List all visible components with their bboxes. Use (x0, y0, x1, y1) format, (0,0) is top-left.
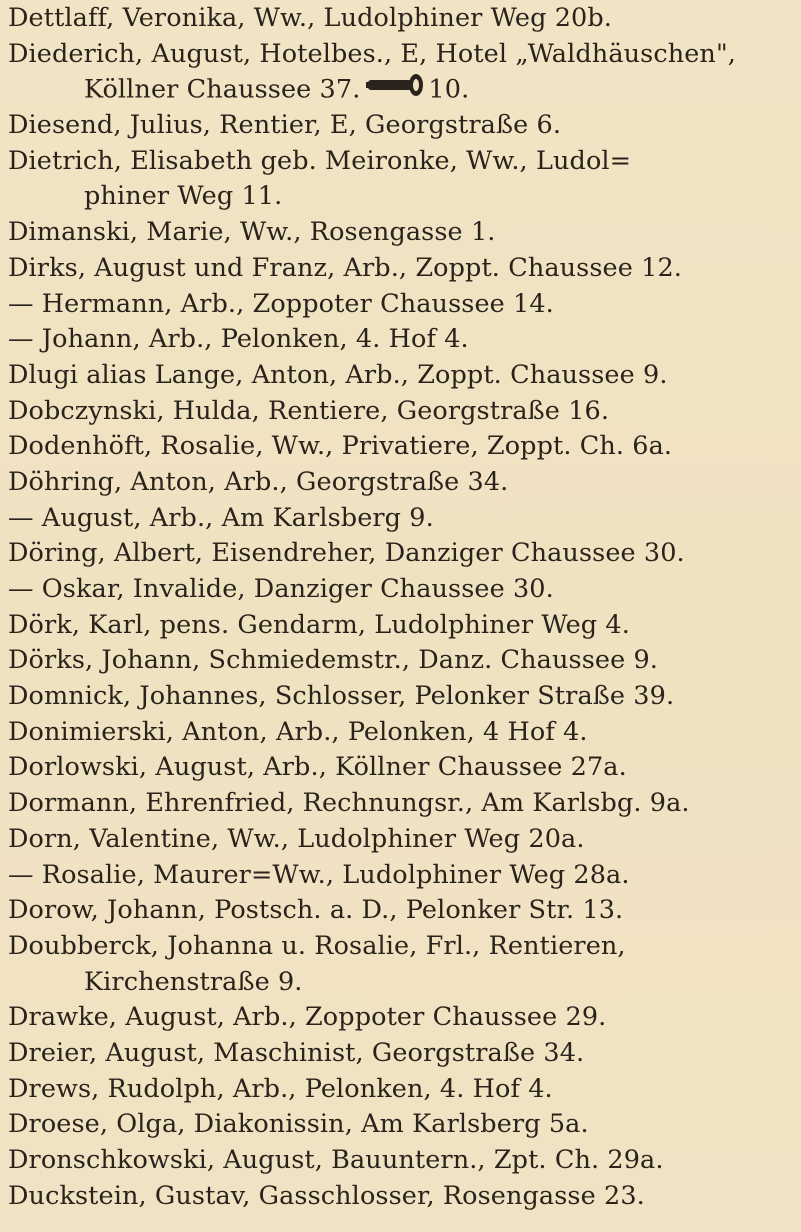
entry-dronschkowski: Dronschkowski, August, Bauuntern., Zpt. Ch. 29a. (8, 1145, 664, 1175)
entry-dimanski: Dimanski, Marie, Ww., Rosengasse 1. (8, 217, 496, 248)
entry-dormann: Dormann, Ehrenfried, Rechnungsr., Am Karlsbg. 9a. (8, 788, 690, 819)
entry-doering-oskar: — Oskar, Invalide, Danziger Chaussee 30. (8, 574, 554, 604)
entry-doubberck-cont: Kirchenstraße 9. (84, 966, 303, 997)
entry-dlugi: Dlugi alias Lange, Anton, Arb., Zoppt. Chaussee 9. (8, 359, 668, 390)
entry-dorow: Dorow, Johann, Postsch. a. D., Pelonker Str. 13. (8, 895, 624, 926)
telephone-key-icon (366, 72, 424, 108)
entry-dorn-rosalie: — Rosalie, Maurer=Ww., Ludolphiner Weg 28a. (8, 859, 630, 890)
entry-diederich-cont (8, 72, 795, 108)
entry-doerks: Dörks, Johann, Schmiedemstr., Danz. Chaussee 9. (8, 645, 658, 676)
entry-drews: Drews, Rudolph, Arb., Pelonken, 4. Hof 4. (8, 1073, 553, 1104)
telephone-number: 10. (428, 74, 470, 105)
entry-doehring: Döhring, Anton, Arb., Georgstraße 34. (8, 466, 509, 497)
entry-donimierski: Donimierski, Anton, Arb., Pelonken, 4 Hof 4. (8, 716, 588, 747)
entry-diesend: Diesend, Julius, Rentier, E, Georgstraße 6. (8, 110, 562, 141)
entry-dodenhoeft: Dodenhöft, Rosalie, Ww., Privatiere, Zoppt. Ch. 6a. (8, 431, 673, 462)
entry-dirks: Dirks, August und Franz, Arb., Zoppt. Chaussee 12. (8, 252, 682, 283)
entry-droese: Droese, Olga, Diakonissin, Am Karlsberg 5a. (8, 1109, 589, 1140)
entry-dietrich-cont: phiner Weg 11. (84, 181, 283, 212)
entry-dirks-johann: — Johann, Arb., Pelonken, 4. Hof 4. (8, 324, 469, 355)
entry-dorlowski: Dorlowski, August, Arb., Köllner Chaussee 27a. (8, 752, 627, 783)
entry-doerk: Dörk, Karl, pens. Gendarm, Ludolphiner Weg 4. (8, 609, 630, 640)
entry-diederich-address: Köllner Chaussee 37. (84, 74, 361, 105)
entry-doering: Döring, Albert, Eisendreher, Danziger Chaussee 30. (8, 538, 685, 569)
entry-doehring-august: — August, Arb., Am Karlsberg 9. (8, 502, 434, 533)
entry-domnick: Domnick, Johannes, Schlosser, Pelonker Straße 39. (8, 681, 675, 712)
entry-dorn: Dorn, Valentine, Ww., Ludolphiner Weg 20a. (8, 823, 585, 854)
entry-dobczynski: Dobczynski, Hulda, Rentiere, Georgstraße 16. (8, 395, 610, 426)
entry-dirks-hermann: — Hermann, Arb., Zoppoter Chaussee 14. (8, 288, 554, 319)
entry-dettlaff: Dettlaff, Veronika, Ww., Ludolphiner Weg 20b. (8, 3, 612, 33)
entry-doubberck: Doubberck, Johanna u. Rosalie, Frl., Rentieren, (8, 930, 626, 961)
entry-diederich: Diederich, August, Hotelbes., E, Hotel „Waldhäuschen", (8, 38, 736, 69)
entry-dreier: Dreier, August, Maschinist, Georgstraße 34. (8, 1037, 585, 1068)
entry-duckstein: Duckstein, Gustav, Gasschlosser, Rosengasse 23. (8, 1180, 645, 1211)
entry-drawke: Drawke, August, Arb., Zoppoter Chaussee 29. (8, 1002, 607, 1033)
entry-dietrich: Dietrich, Elisabeth geb. Meironke, Ww., Ludol= (8, 145, 632, 176)
